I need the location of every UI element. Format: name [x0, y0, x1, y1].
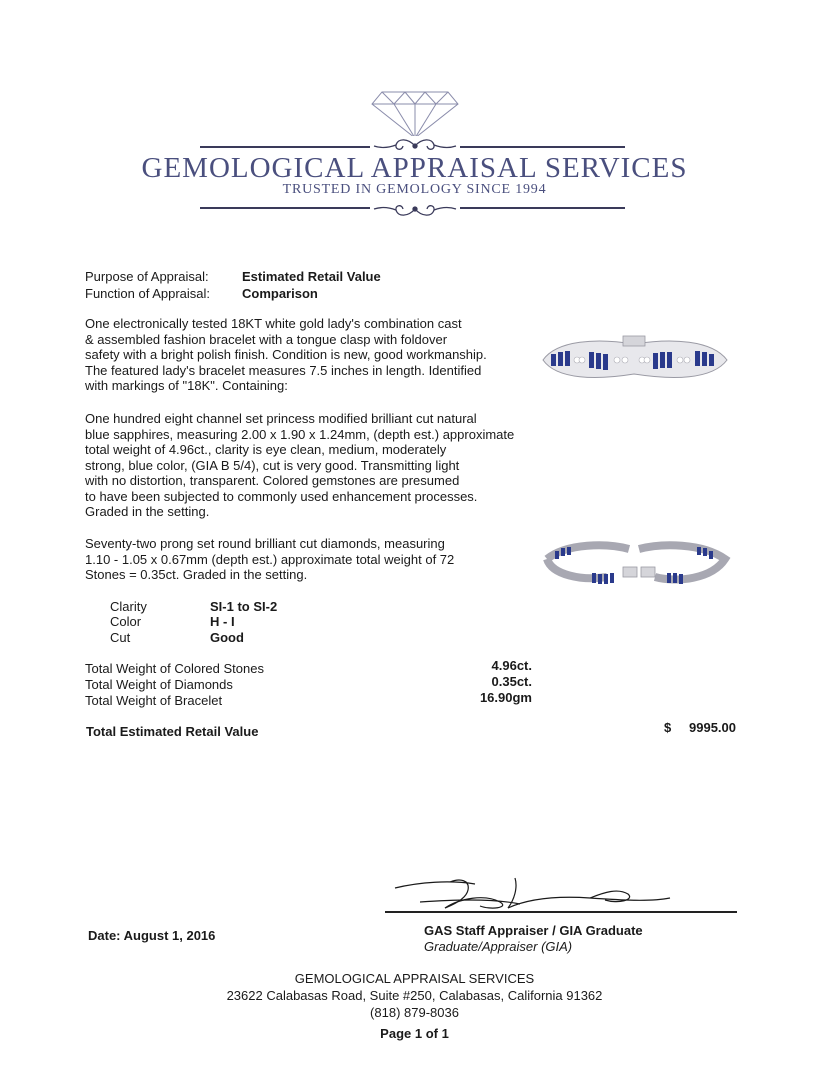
description-line: The featured lady's bracelet measures 7.5 inches in length. Identified	[85, 362, 482, 378]
purpose-label: Purpose of Appraisal:	[85, 269, 209, 284]
bracelet-photo-closed	[537, 330, 732, 395]
sapphire-line: to have been subjected to commonly used enhancement processes.	[85, 488, 478, 504]
footer-address: 23622 Calabasas Road, Suite #250, Calabasas, California 91362	[226, 988, 603, 1003]
spec-label: Clarity	[110, 599, 147, 614]
diamond-line: 1.10 - 1.05 x 0.67mm (depth est.) approximate total weight of 72	[85, 551, 455, 567]
page-number: Page 1 of 1	[380, 1026, 449, 1041]
appraiser-title: GAS Staff Appraiser / GIA Graduate	[424, 923, 643, 938]
description-line: safety with a bright polish finish. Condition is new, good workmanship.	[85, 347, 487, 362]
footer-phone: (818) 879-8036	[370, 1005, 459, 1020]
sapphire-line: One hundred eight channel set princess modified brilliant cut natural	[85, 411, 477, 426]
spec-value: H - I	[210, 614, 235, 629]
retail-value-amount: 9995.00	[689, 720, 736, 735]
total-value: 16.90gm	[479, 690, 532, 705]
purpose-value: Estimated Retail Value	[242, 269, 381, 284]
sapphire-line: Graded in the setting.	[85, 504, 210, 519]
item-description	[85, 316, 545, 394]
diamond-description	[85, 536, 545, 583]
bracelet-photo-open	[537, 537, 732, 598]
total-value: 4.96ct.	[491, 658, 532, 673]
spec-value: SI-1 to SI-2	[210, 599, 278, 614]
description-line: & assembled fashion bracelet with a tongue clasp with foldover	[85, 331, 448, 347]
spec-label: Color	[110, 614, 142, 629]
sapphire-line: blue sapphires, measuring 2.00 x 1.90 x 1.24mm, (depth est.) approximate	[85, 426, 515, 442]
function-value: Comparison	[242, 286, 318, 301]
sapphire-line: total weight of 4.96ct., clarity is eye clean, medium, moderately	[85, 442, 447, 457]
company-tagline: TRUSTED IN GEMOLOGY SINCE 1994	[282, 182, 547, 197]
retail-value-label: Total Estimated Retail Value	[86, 724, 259, 739]
signature-line	[385, 911, 737, 913]
sapphire-line: with no distortion, transparent. Colored gemstones are presumed	[85, 473, 460, 488]
description-line: One electronically tested 18KT white gold lady's combination cast	[85, 316, 462, 331]
total-value: 0.35ct.	[491, 674, 532, 689]
sapphire-line: strong, blue color, (GIA B 5/4), cut is very good. Transmitting light	[85, 457, 460, 473]
diamond-line: Seventy-two prong set round brilliant cut diamonds, measuring	[85, 536, 445, 551]
footer-company: GEMOLOGICAL APPRAISAL SERVICES	[294, 971, 535, 986]
signature-image	[390, 868, 680, 923]
sapphire-description	[85, 411, 545, 520]
diamond-line: Stones = 0.35ct. Graded in the setting.	[85, 567, 308, 582]
scroll-ornament-icon	[370, 199, 460, 224]
total-label: Total Weight of Colored Stones	[85, 661, 264, 676]
description-line: with markings of "18K". Containing:	[85, 378, 288, 393]
company-title: GEMOLOGICAL APPRAISAL SERVICES	[141, 152, 688, 184]
function-label: Function of Appraisal:	[85, 286, 211, 301]
total-label: Total Weight of Diamonds	[85, 677, 233, 692]
spec-value: Good	[210, 630, 244, 645]
appraisal-date: Date: August 1, 2016	[88, 928, 216, 943]
total-label: Total Weight of Bracelet	[85, 693, 223, 708]
spec-label: Cut	[110, 630, 131, 645]
appraiser-subtitle: Graduate/Appraiser (GIA)	[424, 939, 573, 954]
currency-symbol: $	[664, 720, 672, 735]
